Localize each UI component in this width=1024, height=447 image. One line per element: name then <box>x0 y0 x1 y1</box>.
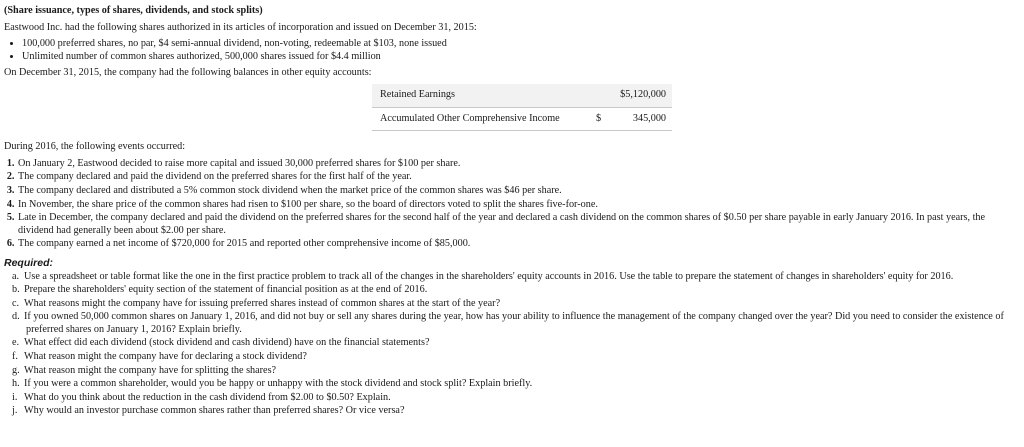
events-intro: During 2016, the following events occurred: <box>4 141 186 153</box>
required-list <box>4 271 1016 419</box>
item-text: If you owned 50,000 common shares on January 1, 2016, and did not buy or sell any shares during the year, how has your ability to influence the management of the company changed over the year? Did you need to consider the existence of preferred shares on January 1, 2016? Explain briefly. <box>24 311 1004 335</box>
event-item: 1. On January 2, Eastwood decided to raise more capital and issued 30,000 preferred shares for $100 per share. <box>17 158 1016 171</box>
required-item <box>12 337 1016 350</box>
item-text: What do you think about the reduction in the cash dividend from $2.00 to $0.50? Explain. <box>24 391 391 403</box>
required-item <box>12 271 1016 284</box>
item-text: What reasons might the company have for issuing preferred shares instead of common shares at the start of the year? <box>24 297 501 309</box>
item-text: What effect did each dividend (stock dividend and cash dividend) have on the financial statements? <box>24 337 430 349</box>
item-text: Why would an investor purchase common shares rather than preferred shares? Or vice versa? <box>24 405 405 417</box>
equity-balances-table <box>372 84 672 131</box>
amount-value: 345,000 <box>632 112 666 124</box>
required-item <box>12 298 1016 311</box>
currency-symbol: $ <box>596 112 602 124</box>
item-text: What reason might the company have for declaring a stock dividend? <box>24 351 307 363</box>
balances-table-wrapper <box>372 84 1016 131</box>
event-item: 2. The company declared and paid the dividend on the preferred shares for the first half of the year. <box>17 171 1016 184</box>
amount-value: $5,120,000 <box>620 88 666 100</box>
item-key: e. <box>12 337 20 349</box>
account-amount <box>582 84 672 107</box>
item-key: b. <box>12 284 20 296</box>
table-row <box>372 107 672 131</box>
list-item: • Unlimited number of common shares authorized, 500,000 shares issued for $4.4 million <box>22 51 1016 64</box>
item-key: j. <box>12 405 18 417</box>
item-key: i. <box>12 391 18 403</box>
item-key: d. <box>12 311 20 323</box>
item-text: Prepare the shareholders' equity section of the statement of financial position as at the end of 2016. <box>24 284 428 296</box>
item-key: c. <box>12 297 20 309</box>
intro-text: Eastwood Inc. had the following shares authorized in its articles of incorporation and issued on December 31, 2015: <box>4 21 477 33</box>
required-item <box>12 378 1016 391</box>
problem-title: (Share issuance, types of shares, dividends, and stock splits) <box>4 5 263 16</box>
required-item <box>12 351 1016 364</box>
item-key: a. <box>12 270 20 282</box>
item-key: f. <box>12 351 18 363</box>
list-item: • 100,000 preferred shares, no par, $4 semi-annual dividend, non-voting, redeemable at $103, none issued <box>22 38 1016 51</box>
events-list <box>4 158 1016 251</box>
required-item <box>12 392 1016 405</box>
required-heading: Required: <box>4 256 54 269</box>
required-item <box>12 405 1016 418</box>
event-item: 4. In November, the share price of the common shares had risen to $100 per share, so the board of directors voted to split the shares five-for-one. <box>17 199 1016 212</box>
balances-intro: On December 31, 2015, the company had the following balances in other equity accounts: <box>4 67 372 79</box>
item-text: Use a spreadsheet or table format like the one in the first practice problem to track all of the changes in the shareholders' equity accounts in 2016. Use the table to prepare the statement of changes in shareholders' equity for 2016. <box>24 270 954 282</box>
item-key: h. <box>12 378 20 390</box>
item-text: What reason might the company have for splitting the shares? <box>24 364 277 376</box>
account-label: Accumulated Other Comprehensive Income <box>372 107 582 131</box>
event-item: 6. The company earned a net income of $720,000 for 2015 and reported other comprehensive income of $85,000. <box>17 238 1016 251</box>
share-authorization-list <box>4 38 1016 63</box>
account-label: Retained Earnings <box>372 84 582 107</box>
required-item <box>12 284 1016 297</box>
event-item: 5. Late in December, the company declared and paid the dividend on the preferred shares for the second half of the year and declared a cash dividend on the common shares of $0.50 per share payable in early January 2016. In past years, the dividend had generally been about $2.00 per share. <box>17 212 1016 237</box>
event-item: 3. The company declared and distributed a 5% common stock dividend when the market price of the common shares was $46 per share. <box>17 185 1016 198</box>
required-item <box>12 365 1016 378</box>
account-amount <box>582 107 672 131</box>
item-text: If you were a common shareholder, would you be happy or unhappy with the stock dividend and stock split? Explain briefly. <box>24 378 533 390</box>
required-item <box>12 311 1016 336</box>
table-row <box>372 84 672 107</box>
item-key: g. <box>12 364 20 376</box>
